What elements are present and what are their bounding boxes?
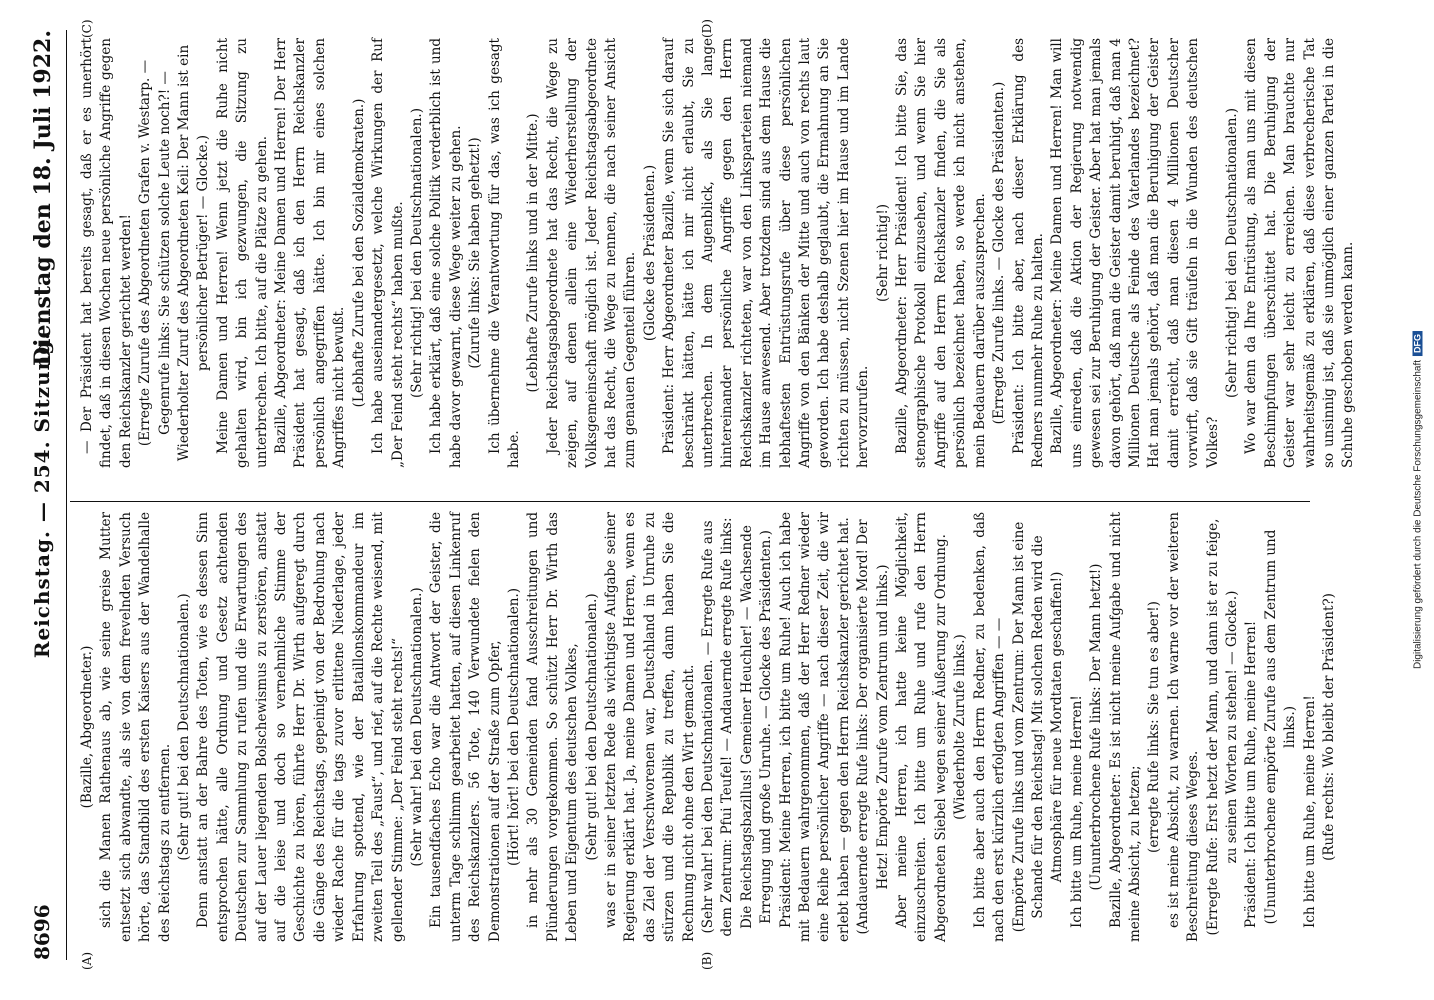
paragraph: Jeder Reichstagsabgeordnete hat das Recht, die Wege zu zeigen, auf denen allein eine Wiederherstellung der Volksgemeinschaft möglich ist. Jeder Reichstagsabgeordnete hat das Recht, die Wege zu nennen, die nach seiner Ansicht zum genauen Gegenteil führen. [544,38,639,468]
column-divider [70,501,1310,502]
paragraph: (Erregte Rufe: Erst hetzt der Mann, und dann ist er zu feige, zu seinen Worten zu stehen! — Glocke.) [1204,518,1240,936]
header-rule [66,30,67,960]
page-number: 8696 [30,904,54,960]
paragraph: (Sehr richtig!) [874,203,891,303]
session-date: Dienstag den 18. Juli 1922. [30,30,56,366]
paragraph: (Erregte Zurufe des Abgeordneten Grafen v. Westarp. — Gegenrufe links: Sie schützen solche Leute noch?! — Wiederholter Zuruf des Abgeordneten Keil: Der Mann ist ein persönlicher Betrüger! — Glocke.) [137,44,212,462]
paragraph: (Hört! hört! bei den Deutschnationalen.) [505,587,522,867]
paragraph: Wo war denn da Ihre Entrüstung, als man uns mit diesen Beschimpfungen überschüttet hat. Die Beruhigung der Geister war sehr leicht zu erreichen. Man brauchte nur wahrheitsgemäß zu erklären, daß diese verbrecherische Tat so unsinnig ist, daß sie unmöglich einer ganzen Partei in die Schuhe geschoben werden kann. [1243,38,1357,468]
paragraph: Bazille, Abgeordneter: Es ist nicht meine Aufgabe und nicht meine Absicht, zu hetzen; [1107,512,1143,942]
paragraph: was er in seiner letzten Rede als wichtigste Aufgabe seiner Regierung erklärt hat. Ja, meine Damen und Herren, wenn es das Ziel der Verschworenen war, Deutschland in Unruhe zu stürzen und die Republik zu treffen, dann haben Sie die Rechnung nicht ohne den Wirt gemacht. [602,512,697,942]
paragraph: (Ununterbrochene empörte Zurufe aus dem Zentrum und links.) [1262,529,1299,925]
paragraph: Präsident: Ich bitte aber, nach dieser Erklärung des Redners nunmehr Ruhe zu halten. [1010,38,1046,468]
left-text-column [78,512,1339,942]
paragraph: (Ununterbrochene Rufe links: Der Mann hetzt!) [1088,563,1105,891]
margin-marker-b: (B) [700,951,714,970]
paragraph: (Sehr richtig! bei den Deutschnationalen.) [1223,108,1240,398]
paragraph: Bazille, Abgeordneter: Meine Damen und Herren! Der Herr Präsident hat gesagt, daß ich den Herrn Reichskanzler persönlich angegriffen hätte. Ich bin mir eines solchen Angriffes nicht bewußt. [273,38,348,468]
paragraph: Ich bitte um Ruhe, meine Herren! [1301,695,1318,928]
session-title: Reichstag. — 254. Sitzung. [30,331,54,659]
margin-marker-a: (A) [80,951,94,970]
paragraph: (Sehr gut! bei den Deutschnationalen.) [583,593,600,861]
paragraph: es ist meine Absicht, zu warnen. Ich warne vor der weiteren Beschreitung dieses Weges. [1165,512,1202,942]
dfg-logo: DFG [1413,331,1423,356]
paragraph: (Glocke des Präsidenten.) [641,164,658,342]
right-text-column [78,38,1359,468]
paragraph: sich die Manen Rathenaus ab, wie seine greise Mutter entsetzt sich abwandte, als sie von dem frevelnden Versuch hörte, das Standbild des ersten Kaisers aus der Wandelhalle des Reichstags zu entfernen. [98,512,173,942]
paragraph: Meine Damen und Herren! Wenn jetzt die Ruhe nicht gehalten wird, bin ich gezwungen, die Sitzung zu unterbrechen. Ich bitte, auf die Plätze zu gehen. [214,38,270,468]
paragraph: (Sehr wahr! bei den Deutschnationalen.) [408,587,425,867]
margin-marker-c: (C) [80,19,94,38]
paragraph: (erregte Rufe links: Sie tun es aber!) [1146,601,1163,853]
paragraph: (Wiederholte Zurufe links.) [952,634,969,820]
paragraph: (Empörte Zurufe links und vom Zentrum: Der Mann ist eine Schande für den Reichstag! Mit solchen Reden wird die Atmosphäre für neue Mordtaten geschaffen!) [1010,521,1066,933]
paragraph: Ein tausendfaches Echo war die Antwort der Geister, die unterm Tage schlimm gearbeitet hatten, auf diesen Linkenruf des Reichskanzlers. 56 Tote, 140 Verwundete fielen den Demonstrationen auf der Straße zum Opfer, [428,512,503,942]
paragraph: (Bazille, Abgeordneter.) [79,645,95,809]
paragraph: Aber meine Herren, ich hatte keine Möglichkeit, einzuschreiten. Ich bitte um Ruhe und rufe den Herrn Abgeordneten Siebel wegen seiner Äußerung zur Ordnung. [894,512,949,942]
paragraph: Bazille, Abgeordneter: Herr Präsident! Ich bitte Sie, das stenographische Protokoll einzusehen, und wenn Sie hier Angriffe auf den Herrn Reichskanzler finden, die Sie als persönlich bezeichnet haben, so werde ich nicht anstehen, mein Bedauern darüber auszusprechen. [894,38,988,468]
paragraph: Denn anstatt an der Bahre des Toten, wie es dessen Sinn entsprochen hätte, alle Ordnung und Gesetz achtenden Deutschen zur Sammlung zu rufen und die Erwartungen des auf der Lauer liegenden Bolschewismus zu zerstören, anstatt auf die leise und doch so vernehmliche Stimme der Geschichte zu hören, führte Herr Dr. Wirth aufgeregt durch die Gänge des Reichstags, gepeinigt von der Bedrohung nach wieder Rache für die tags zuvor erlittene Niederlage, jeder Erfahrung spottend, wie der Bataillonskommandeur im zweiten Teil des „Faust“, und rief, auf die Rechte weisend, mit gellender Stimme: „Der Feind steht rechts!“ [195,512,406,942]
paragraph: Ich bitte aber auch den Herrn Redner, zu bedenken, daß nach den erst kürzlich erfolgten Angriffen — — [971,512,1008,942]
paragraph: Ich bitte um Ruhe, meine Herren! [1068,695,1085,928]
paragraph: Ich übernehme die Verantwortung für das, was ich gesagt habe. [486,38,522,468]
page-header [30,30,66,960]
paragraph: (Rufe rechts: Wo bleibt der Präsident?) [1321,593,1337,861]
margin-marker-d: (D) [700,19,714,38]
paragraph: Ich habe erklärt, daß eine solche Politik verderblich ist und habe davor gewarnt, diese Wege weiter zu gehen. [428,38,464,468]
paragraph: (Lebhafte Zurufe bei den Sozialdemokraten.) [350,98,367,408]
paragraph: Ich habe auseinandergesetzt, welche Wirkungen der Ruf „Der Feind steht rechts“ haben mußte. [370,38,406,468]
paragraph: Bazille, Abgeordneter: Meine Damen und Herren! Man will uns einreden, daß die Aktion der Regierung notwendig gewesen sei zur Beruhigung der Geister. Aber hat man jemals davon gehört, daß man die Geister damit beruhigt, daß man 4 Millionen Deutsche als Feinde des Vaterlandes bezeichnet? Hat man jemals gehört, daß man die Beruhigung der Geister damit erreicht, daß man diesen 4 Millionen Deutscher vorwirft, daß sie Gift träufeln in die Wunden des deutschen Volkes? [1049,38,1221,468]
paragraph: Präsident: Herr Abgeordneter Bazille, wenn Sie sich darauf beschränkt hätten, hätte ich mir nicht erlaubt, Sie zu unterbrechen. In dem Augenblick, als Sie lange hintereinander persönliche Angriffe gegen den Herrn Reichskanzler richteten, war von den Linksparteien niemand im Hause anwesend. Aber trotzdem sind aus dem Hause die lebhaftesten Entrüstungsrufe über diese persönlichen Angriffe von den Bänken der Mitte und auch von rechts laut geworden. Ich habe deshalb geglaubt, die Ermahnung an Sie richten zu müssen, nicht Szenen hier im Hause und im Lande hervorzurufen. [661,38,872,468]
paragraph: (Andauernde erregte Rufe links: Der organisierte Mord! Der Hetz! Empörte Zurufe vom Zentrum und links.) [855,519,891,935]
paragraph: in mehr als 30 Gemeinden fand Ausschreitungen und Plünderungen vorgekommen. So schützt Herr Dr. Wirth das Leben und Eigentum des deutschen Volkes, [525,512,581,942]
credit-text: Digitalisierung gefördert durch die Deutsche Forschungsgemeinschaft [1412,359,1424,670]
paragraph: (Sehr richtig! bei den Deutschnationalen.) [408,108,425,398]
paragraph: (Zurufe links: Sie haben gehetzt!) [467,137,484,369]
paragraph: (Lebhafte Zurufe links und in der Mitte.) [525,113,542,393]
paragraph: (Sehr gut! bei den Deutschnationalen.) [176,593,193,861]
paragraph: Präsident: Ich bitte um Ruhe, meine Herren! [1243,620,1260,928]
paragraph: Präsident: Meine Herren, ich bitte um Ruhe! Auch ich habe mit Bedauern wahrgenommen, daß der Herr Redner wieder eine Reihe persönlicher Angriffe — nach dieser Zeit, die wir erlebt haben — gegen den Herrn Reichskanzler gerichtet hat. [777,512,852,942]
paragraph: (Erregte Zurufe links. — Glocke des Präsidenten.) [991,81,1008,425]
paragraph: — Der Präsident hat bereits gesagt, daß er es unerhört findet, daß in diesen Wochen neue persönliche Angriffe gegen den Reichskanzler gerichtet werden! [79,38,134,468]
digitization-credit [1413,331,1424,669]
paragraph: (Sehr wahr! bei den Deutschnationalen. — Erregte Rufe aus dem Zentrum: Pfui Teufel! — Andauernde erregte Rufe links: Die Reichstagsbazillus! Gemeiner Heuchler! — Wachsende Erregung und große Unruhe. — Glocke des Präsidenten.) [700,517,775,937]
